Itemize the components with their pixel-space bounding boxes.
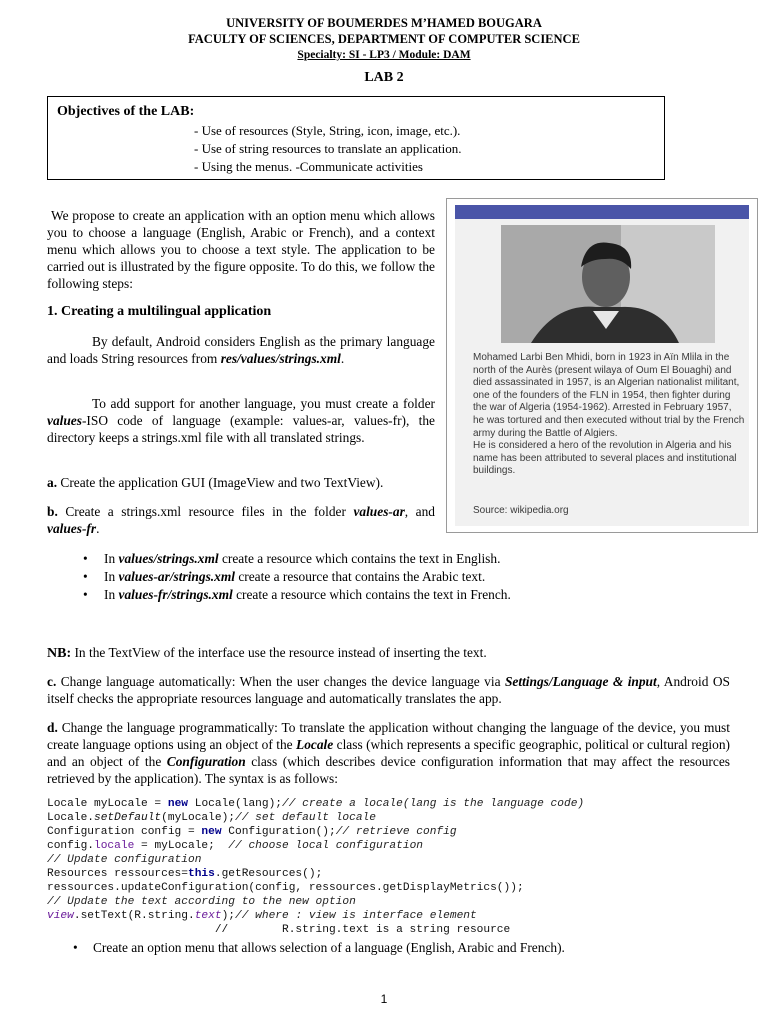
step-b: b. Create a strings.xml resource files in the folder values-ar, and values-fr.: [47, 504, 435, 536]
objective-item: - Use of string resources to translate an application.: [194, 141, 462, 156]
page-number: 1: [380, 992, 388, 1006]
portrait-image: [501, 225, 715, 343]
portrait-illustration: [501, 225, 715, 343]
objective-item: - Using the menus. -Communicate activities: [194, 159, 423, 174]
objectives-box: [47, 96, 665, 180]
app-bar: [455, 205, 749, 219]
app-screen: [455, 205, 749, 526]
step-c: c. Change language automatically: When the user changes the device language via Settings/Language & input, Android OS itself checks the appropriate resources language and automatically translates the app.: [47, 674, 730, 706]
step-d: d. Change the language programmatically: To translate the application without changing the language of the device, you must create language options using an object of the Locale class (which represents a specific geographic, political or cultural region) and an object of the Configuration class (which describes device configuration information that may affect the resources retrieved by the application). The syntax is as follows:: [47, 720, 730, 786]
list-item: • In values/strings.xml create a resource which contains the text in English.: [83, 550, 511, 568]
lab-title: LAB 2: [364, 70, 404, 85]
section-heading: 1. Creating a multilingual application: [47, 304, 272, 319]
intro-paragraph: We propose to create an application with an option menu which allows you to choose a language (English, Arabic or French), and a context menu which allows you to choose a text style. The application to be carried out is illustrated by the figure opposite. To do this, we follow the following steps:: [47, 208, 435, 291]
option-menu-bullet: • Create an option menu that allows selection of a language (English, Arabic and French).: [73, 940, 565, 955]
code-snippet: Locale myLocale = new Locale(lang);// create a locale(lang is the language code) Locale.setDefault(myLocale);// set default locale Configuration config = new Configuration();// retrieve config config.locale = myLocale; // choose local configuration // Update configuration Resources ressources=this.getResources(); ressources.updateConfiguration(config, ressources.getDisplayMetrics()); // Update the text according to the new option view.setText(R.string.text);// where : view is interface element // R.string.text is a string resource: [47, 798, 585, 936]
figure-source: Source: wikipedia.org: [473, 505, 569, 516]
res-path: res/values/strings.xml: [220, 351, 341, 366]
section1-paragraph-2: To add support for another language, you must create a folder values-ISO code of language (example: values-ar, values-fr), the directory keeps a strings.xml file with all translated strings.: [47, 396, 435, 445]
objectives-title: Objectives of the LAB:: [57, 104, 195, 119]
list-item: • In values-ar/strings.xml create a resource that contains the Arabic text.: [83, 568, 511, 586]
resource-bullet-list: [83, 550, 511, 604]
section1-paragraph-1: By default, Android considers English as the primary language and loads String resources from res/values/strings.xml.: [47, 334, 435, 366]
faculty-title: FACULTY OF SCIENCES, DEPARTMENT OF COMPUTER SCIENCE: [188, 32, 580, 46]
specialty-line: Specialty: SI - LP3 / Module: DAM: [297, 49, 471, 61]
app-screenshot-figure: [446, 198, 758, 533]
figure-caption: Mohamed Larbi Ben Mhidi, born in 1923 in Aïn Mlila in the north of the Aurès (present wilaya of Oum El Bouaghi) and died assassinated in 1957, is an Algerian nationalist militant, one of the founders of the FLN in 1954, then fighter during the war of Algeria (1954-1962). Arrested in February 1957, he was tortured and then executed without trial by the French army during the Battle of Algiers. He is considered a hero of the revolution in Algeria and his name has been attributed to several places and institutional buildings.: [473, 352, 745, 477]
university-title: UNIVERSITY OF BOUMERDES M’HAMED BOUGARA: [226, 16, 542, 30]
step-a: a. Create the application GUI (ImageView and two TextView).: [47, 475, 384, 490]
list-item: • In values-fr/strings.xml create a resource which contains the text in French.: [83, 586, 511, 604]
nb-note: NB: In the TextView of the interface use the resource instead of inserting the text.: [47, 645, 487, 661]
objective-item: - Use of resources (Style, String, icon, image, etc.).: [194, 123, 461, 138]
